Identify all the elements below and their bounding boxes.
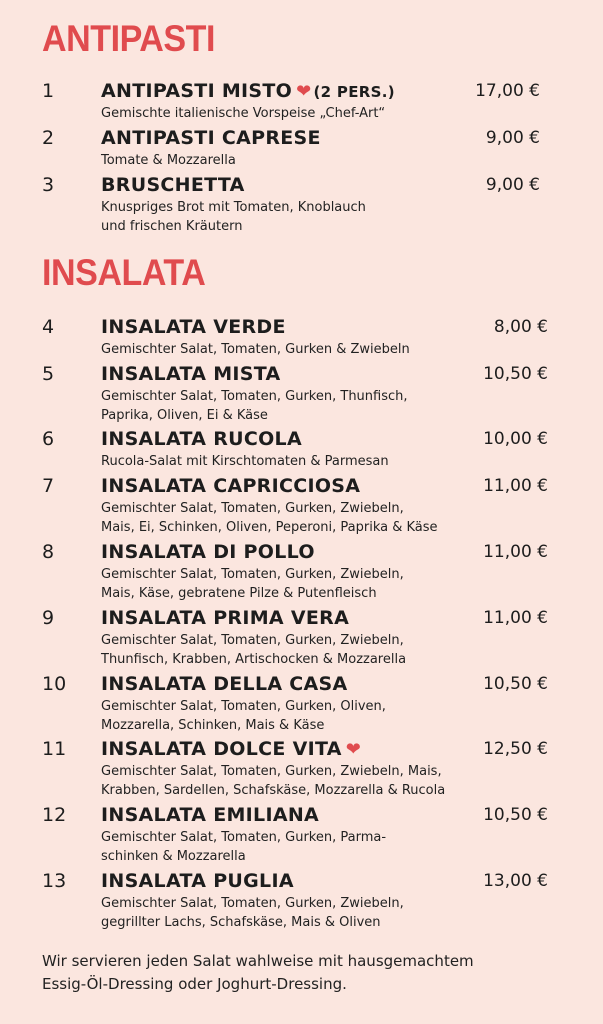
item-name: INSALATA CAPRICCIOSA <box>101 475 361 497</box>
item-number: 6 <box>42 428 55 450</box>
item-description: Gemischter Salat, Tomaten, Gurken & Zwiebeln <box>101 342 410 357</box>
item-number: 10 <box>42 673 67 695</box>
item-description: Gemischter Salat, Tomaten, Gurken, Zwiebeln, Mais, Käse, gebratene Pilze & Putenfleisch <box>101 567 404 601</box>
item-name: INSALATA RUCOLA <box>101 428 302 450</box>
item-name: ANTIPASTI MISTO ❤ (2 PERS.) <box>101 80 395 102</box>
section-title-insalata: INSALATA <box>42 252 206 293</box>
item-description: Gemischter Salat, Tomaten, Gurken, Zwiebeln, Mais, Krabben, Sardellen, Schafskäse, Mozzarella & Rucola <box>101 764 446 798</box>
item-price: 17,00 € <box>475 81 540 101</box>
item-description: Gemischte italienische Vorspeise „Chef-Art“ <box>101 106 386 121</box>
item-name: INSALATA DELLA CASA <box>101 673 348 695</box>
section-title-antipasti: ANTIPASTI <box>42 18 216 59</box>
item-price: 11,00 € <box>483 542 548 562</box>
item-description: Tomate & Mozzarella <box>101 153 236 168</box>
item-extra: (2 PERS.) <box>313 83 395 101</box>
item-price: 10,50 € <box>483 674 548 694</box>
item-name: BRUSCHETTA <box>101 174 245 196</box>
heart-icon: ❤ <box>296 81 312 102</box>
item-number: 11 <box>42 738 67 760</box>
item-description: Gemischter Salat, Tomaten, Gurken, Zwiebeln, Thunfisch, Krabben, Artischocken & Mozzarella <box>101 633 407 667</box>
item-name: INSALATA PRIMA VERA <box>101 607 350 629</box>
item-number: 8 <box>42 541 55 563</box>
item-description: Knuspriges Brot mit Tomaten, Knoblauch und frischen Kräutern <box>101 200 366 234</box>
item-price: 9,00 € <box>485 128 540 148</box>
item-name: INSALATA PUGLIA <box>101 870 294 892</box>
item-price: 13,00 € <box>483 871 548 891</box>
item-description: Gemischter Salat, Tomaten, Gurken, Oliven, Mozzarella, Schinken, Mais & Käse <box>101 699 386 733</box>
item-description: Rucola-Salat mit Kirschtomaten & Parmesan <box>101 454 389 469</box>
item-number: 12 <box>42 804 67 826</box>
item-name: INSALATA DOLCE VITA ❤ <box>101 738 362 760</box>
item-name: INSALATA EMILIANA <box>101 804 320 826</box>
item-description: Gemischter Salat, Tomaten, Gurken, Zwiebeln, Mais, Ei, Schinken, Oliven, Peperoni, Paprika & Käse <box>101 501 438 535</box>
item-description: Gemischter Salat, Tomaten, Gurken, Thunfisch, Paprika, Oliven, Ei & Käse <box>101 389 408 423</box>
item-price: 8,00 € <box>493 317 548 337</box>
item-price: 11,00 € <box>483 476 548 496</box>
item-name: INSALATA DI POLLO <box>101 541 315 563</box>
item-name: INSALATA MISTA <box>101 363 281 385</box>
item-price: 12,50 € <box>483 739 548 759</box>
item-number: 13 <box>42 870 67 892</box>
item-number: 5 <box>42 363 55 385</box>
item-number: 4 <box>42 316 55 338</box>
item-name: INSALATA VERDE <box>101 316 286 338</box>
item-price: 9,00 € <box>485 175 540 195</box>
item-number: 3 <box>42 174 55 196</box>
item-number: 7 <box>42 475 55 497</box>
item-price: 10,50 € <box>483 805 548 825</box>
item-number: 9 <box>42 607 55 629</box>
item-price: 10,50 € <box>483 364 548 384</box>
item-description: Gemischter Salat, Tomaten, Gurken, Zwiebeln, gegrillter Lachs, Schafskäse, Mais & Oliven <box>101 896 404 930</box>
item-name: ANTIPASTI CAPRESE <box>101 127 321 149</box>
item-description: Gemischter Salat, Tomaten, Gurken, Parma- schinken & Mozzarella <box>101 830 387 864</box>
item-number: 2 <box>42 127 55 149</box>
item-price: 10,00 € <box>483 429 548 449</box>
heart-icon: ❤ <box>345 739 362 760</box>
item-price: 11,00 € <box>483 608 548 628</box>
dressing-note: Wir servieren jeden Salat wahlweise mit hausgemachtem Essig-Öl-Dressing oder Joghurt-Dressing. <box>42 952 474 993</box>
item-number: 1 <box>42 80 55 102</box>
